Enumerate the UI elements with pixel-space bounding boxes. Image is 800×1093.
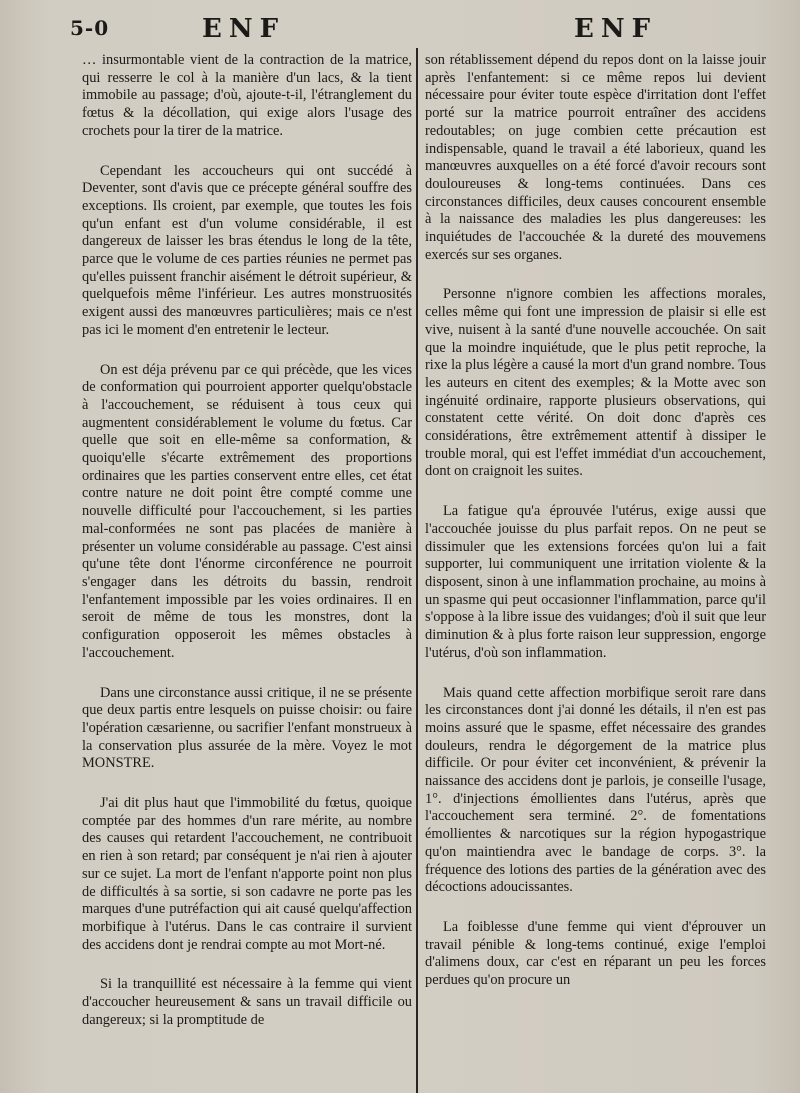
paragraph: Cependant les accoucheurs qui ont succédé à Deventer, sont d'avis que ce précepte général souffre des exceptions. Ils croient, par exemple, que toutes les fois qu'un enfant est d'un volume considérable, il est dangereux de laisser les bras étendus le long de la tête, parce que le volume de ces parties réunies ne permet pas qu'elles puissent franchir aisément le détroit supérieur, & quelquefois même l'inférieur. Les autres monstruosités exigent aussi des manœuvres particulières; mais ce n'est pas ici le moment d'en entretenir le lecteur. xyxy=(82,162,412,338)
paragraph: Dans une circonstance aussi critique, il ne se présente que deux partis entre lesquels on puisse choisir: ou faire l'opération cæsarienne, ou sacrifier l'enfant monstrueux à la conservation plus assurée de la mère. Voyez le mot MONSTRE. xyxy=(82,684,412,772)
running-head-left: ENF xyxy=(202,14,286,44)
left-column xyxy=(82,52,412,1051)
running-head-right: ENF xyxy=(574,14,658,44)
paragraph: La foiblesse d'une femme qui vient d'éprouver un travail pénible & long-tems continué, exige l'emploi d'alimens doux, car c'est en réparant un peu les forces perdues qu'on procure un xyxy=(425,918,766,989)
page-number: 5-0 xyxy=(70,16,110,40)
paragraph: Si la tranquillité est nécessaire à la femme qui vient d'accoucher heureusement & sans un travail difficile ou dangereux; si la promptitude de xyxy=(82,976,412,1028)
paragraph: Personne n'ignore combien les affections morales, celles même qui font une impression de plaisir si elle est vive, nuisent à la santé d'une nouvelle accouchée. On sait que la moindre inquiétude, que le plus petit reproche, la rixe la plus légère a causé la mort d'un grand nombre. Tous les auteurs en citent des exemples; & la Motte avec son ingénuité ordinaire, rapporte plusieurs observations, qui constatent cette vérité. On doit donc d'après ces considérations, être extrêmement attentif à dissiper le trouble moral, qui est l'effet immédiat d'un accouchement, dont on craignoit les suites. xyxy=(425,286,766,480)
right-column xyxy=(425,52,766,1012)
column-divider xyxy=(416,48,418,1093)
paragraph: J'ai dit plus haut que l'immobilité du fœtus, quoique comptée par des hommes d'un rare mérite, au nombre des causes qui retardent l'accouchement, ne contribuoit en rien à son retard; par conséquent je n'ai rien à ajouter sur ce sujet. La mort de l'enfant n'apporte point non plus de difficultés à sa sortie, si son cadavre ne porte pas les marques d'une putréfaction qui ait causé quelqu'affection morbifique à l'utérus. Dans le cas contraire il survient des accidens dont je rendrai compte au mot Mort-né. xyxy=(82,795,412,953)
page-header xyxy=(0,14,800,48)
paragraph: Mais quand cette affection morbifique seroit rare dans les circonstances dont j'ai donné les détails, il n'en est pas moins assuré que le spasme, effet nécessaire des grandes douleurs, rendra le dégorgement de la matrice plus difficile. Or pour éviter cet inconvénient, & prévenir la naissance des accidens dont je parlois, je conseille l'usage, 1°. d'injections émollientes dans l'utérus, après que l'accouchement sera terminé. 2°. de fomentations émollientes & narcotiques sur la région hypogastrique qu'on maintiendra avec le bandage de corps. 3°. la fréquence des lotions des parties de la génération avec des décoctions adoucissantes. xyxy=(425,684,766,896)
paragraph: … insurmontable vient de la contraction de la matrice, qui resserre le col à la manière d'un lacs, & la tient immobile au passage; d'où, ajoute-t-il, l'étranglement du fœtus & la décollation, qui exige alors l'usage des crochets pour la tirer de la matrice. xyxy=(82,52,412,139)
paragraph: On est déja prévenu par ce qui précède, que les vices de conformation qui pourroient apporter quelqu'obstacle à l'accouchement, se réduisent à tous ceux qui augmentent considérablement le volume du fœtus. Car quelle que soit en elle-même sa conformation, & quoiqu'elle s'écarte extrêmement des proportions ordinaires que les parties conservent entre elles, cet état contre nature ne doit point être compté comme une nouvelle difficulté pour l'accouchement, si les parties mal-conformées ne sont pas placées de manière à présenter un volume considérable au passage. C'est ainsi qu'une tête dont l'énorme circonférence ne pourroit s'engager dans les détroits du bassin, rendroit l'enfantement impossible par les voies ordinaires. Il en seroit de même de tous les monstres, dont la configuration opposeroit les mêmes obstacles à l'accouchement. xyxy=(82,361,412,661)
paragraph: son rétablissement dépend du repos dont on la laisse jouir après l'enfantement: si ce même repos lui devient nécessaire pour éviter toute espèce d'irritation dont l'effet porté sur la matrice pourroit entraîner des accidens redoutables; on juge combien cette précaution est indispensable, quand le travail a été laborieux, quand les manœuvres auxquelles on a été forcé d'avoir recours sont douloureuses & long-tems continuées. Dans ces circonstances difficiles, deux causes concourent ensemble à la naissance des maladies les plus dangereuses: les inquiétudes de l'accouchée & la dureté des mouvemens exercés sur ses organes. xyxy=(425,52,766,263)
paragraph: La fatigue qu'a éprouvée l'utérus, exige aussi que l'accouchée jouisse du plus parfait repos. On ne peut se dissimuler que les extensions forcées qu'on lui a fait supporter, lui communiquent une irritation violente & la disposent, sinon à une inflammation prochaine, au moins à un spasme qui peut occasionner l'inflammation, parce qu'il s'oppose à la libre issue des vuidanges; d'où il suit que leur diminution & à plus forte raison leur suppression, engorge l'utérus, d'où son inflammation. xyxy=(425,503,766,661)
